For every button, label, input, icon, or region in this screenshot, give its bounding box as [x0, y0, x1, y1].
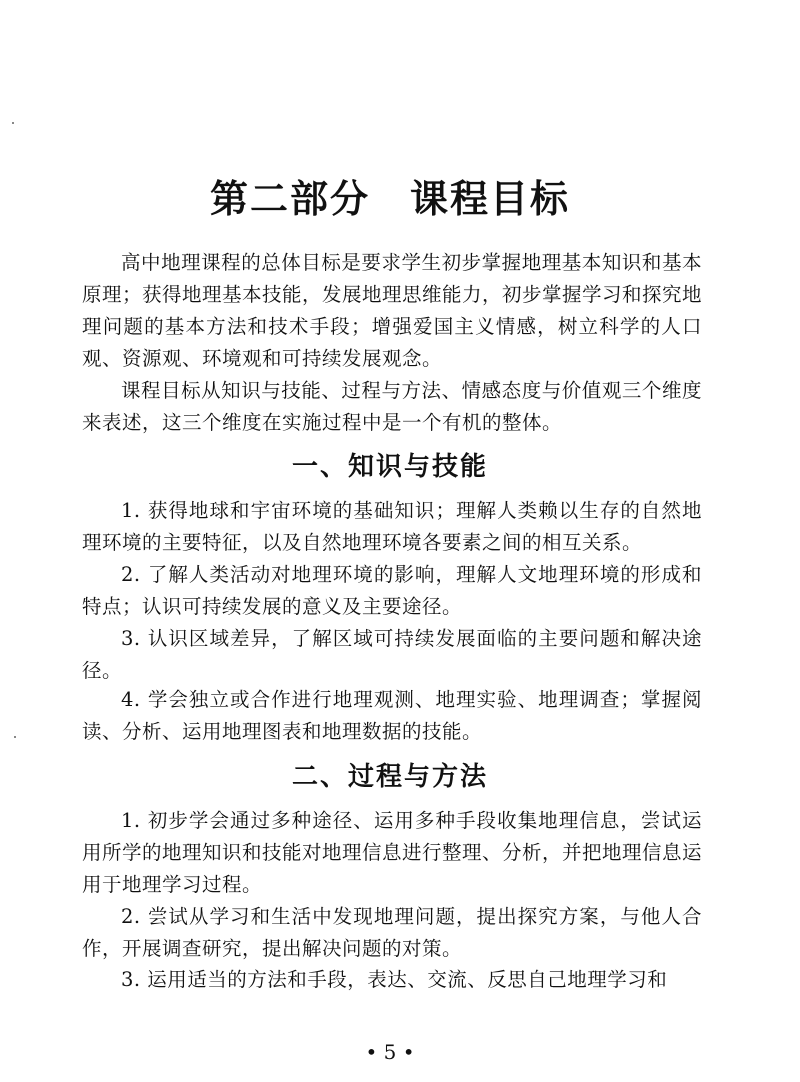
process-item-2: 2. 尝试从学习和生活中发现地理问题，提出探究方案，与他人合作，开展调查研究，提出解决问题的对策。 [82, 905, 702, 960]
page-title: 第二部分 课程目标 [209, 177, 570, 221]
knowledge-item-2: 2. 了解人类活动对地理环境的影响，理解人文地理环境的形成和特点；认识可持续发展的意义及主要途径。 [82, 563, 702, 618]
intro-paragraph-1: 高中地理课程的总体目标是要求学生初步掌握地理基本知识和基本原理；获得地理基本技能，发展地理思维能力，初步掌握学习和探究地理问题的基本方法和技术手段；增强爱国主义情感，树立科学的人口观、资源观、环境观和可持续发展观念。 [82, 251, 703, 370]
section-heading-knowledge-skills: 一、知识与技能 [291, 452, 488, 482]
section-heading-process-methods: 二、过程与方法 [291, 762, 488, 792]
page-number: • 5 • [365, 1040, 415, 1064]
intro-paragraph-2: 课程目标从知识与技能、过程与方法、情感态度与价值观三个维度来表述，这三个维度在实施过程中是一个有机的整体。 [82, 379, 702, 434]
knowledge-item-1: 1. 获得地球和宇宙环境的基础知识；理解人类赖以生存的自然地理环境的主要特征，以及自然地理环境各要素之间的相互关系。 [82, 499, 702, 554]
process-item-1: 1. 初步学会通过多种途径、运用多种手段收集地理信息，尝试运用所学的地理知识和技能对地理信息进行整理、分析，并把地理信息运用于地理学习过程。 [82, 809, 703, 896]
knowledge-item-4: 4. 学会独立或合作进行地理观测、地理实验、地理调查；掌握阅读、分析、运用地理图表和地理数据的技能。 [82, 688, 702, 743]
knowledge-item-3: 3. 认识区域差异，了解区域可持续发展面临的主要问题和解决途径。 [82, 627, 702, 682]
scan-speck-mark [14, 736, 16, 738]
process-item-3: 3. 运用适当的方法和手段，表达、交流、反思自己地理学习和 [121, 968, 668, 991]
scan-speck-mark [12, 122, 14, 124]
